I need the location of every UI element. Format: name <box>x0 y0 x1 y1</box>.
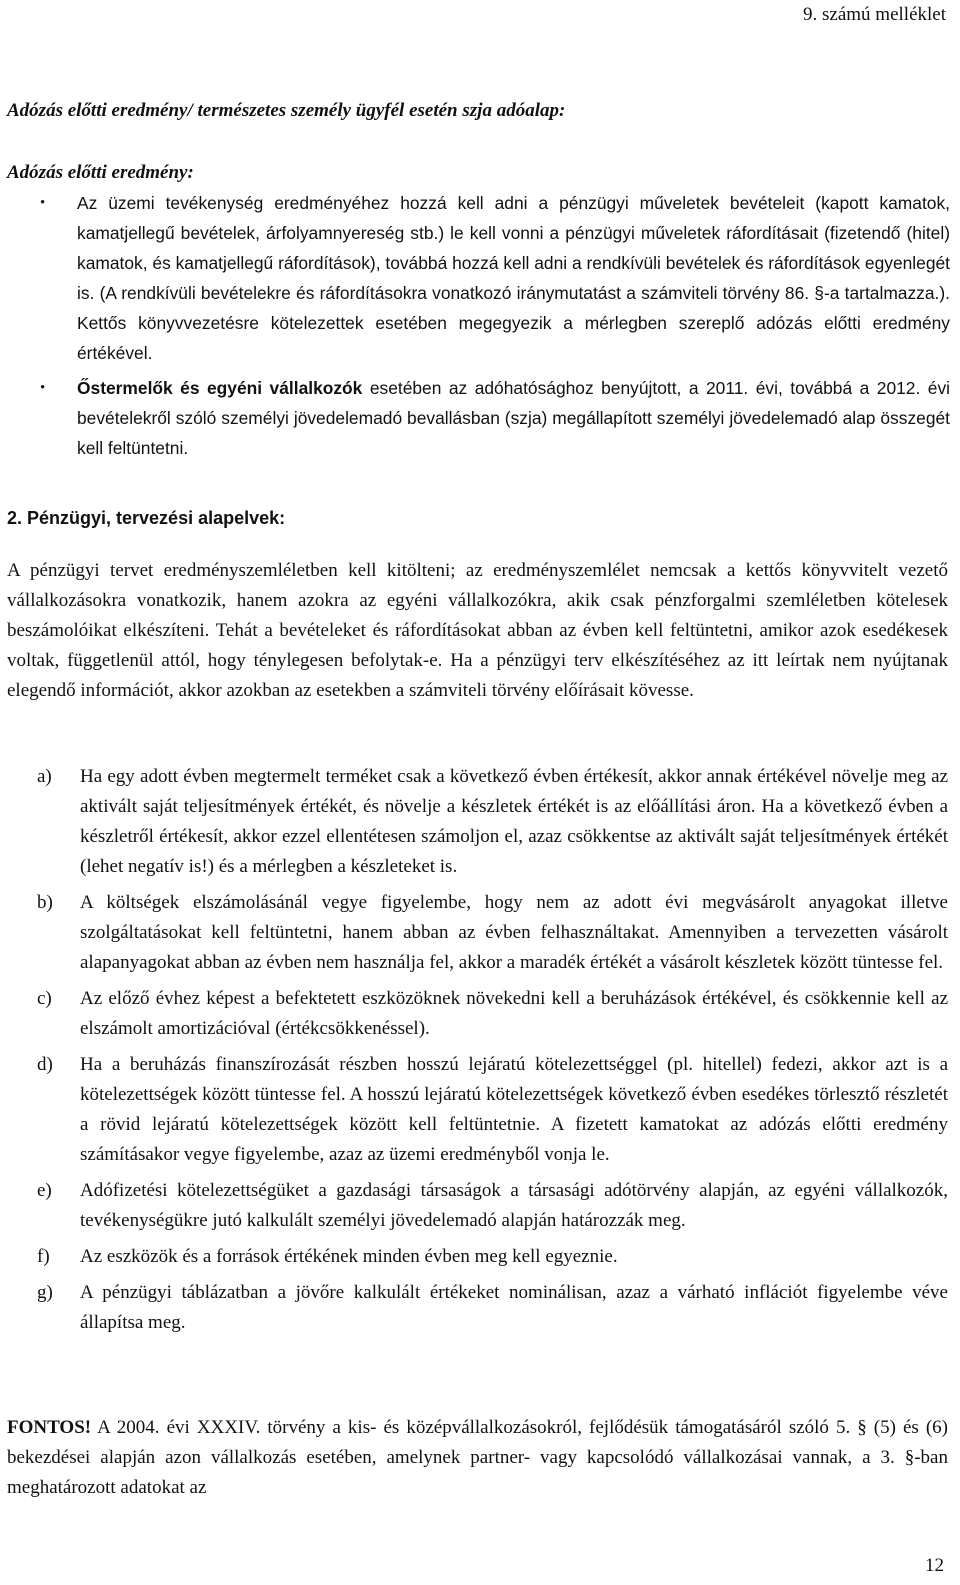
list-item-text: Adófizetési kötelezettségüket a gazdasági társaságok a társasági adótörvény alapján, az egyéni vállalkozók, tevékenységükre jutó kalkulált személyi jövedelemadó alapján határozzák meg. <box>80 1180 948 1231</box>
bullet-text-rest: esetében az adóhatósághoz benyújtott, a 2011. évi, továbbá a 2012. évi bevételekről szóló személyi jövedelemadó bevallásban (szja) megállapított személyi jövedelemadó alap összegét kell feltüntetni. <box>77 378 950 458</box>
list-marker: b) <box>37 892 53 913</box>
bullet-text: Az üzemi tevékenység eredményéhez hozzá kell adni a pénzügyi műveletek bevételeit (kapott kamatok, kamatjellegű bevételek, árfolyamnyereség stb.) le kell vonni a pénzügyi műveletek ráfordításait (fizetendő (hitel) kamatok, és kamatjellegű ráfordítások), továbbá hozzá kell adni a rendkívüli bevételek és ráfordítások egyenlegét is. (A rendkívüli bevételekre és ráfordításokra vonatkozó iránymutatást a számviteli törvény 86. §-a tartalmazza.). Kettős könyvvezetésre kötelezettek esetében megegyezik a mérlegben szereplő adózás előtti eredmény értékével. <box>77 193 950 363</box>
list-marker: e) <box>37 1180 52 1201</box>
list-item <box>7 762 948 882</box>
list-item-text: Az eszközök és a források értékének minden évben meg kell egyeznie. <box>80 1246 618 1267</box>
list-marker: g) <box>37 1282 53 1303</box>
subheading: Adózás előtti eredmény: <box>7 162 194 183</box>
intro-paragraph: A pénzügyi tervet eredményszemléletben kell kitölteni; az eredményszemlélet nemcsak a kettős könyvvitelt vezető vállalkozásokra vonatkozik, hanem azokra az egyéni vállalkozókra, akik csak pénzforgalmi szemléletben kötelesek beszámolóikat elkészíteni. Tehát a bevételeket és ráfordításokat abban az évben kell feltüntetni, amikor azok esedékesek voltak, függetlenül attól, hogy ténylegesen befolytak-e. Ha a pénzügyi terv elkészítéséhez az itt leírtak nem nyújtanak elegendő információt, akkor azokban az esetekben a számviteli törvény előírásait kövesse. <box>7 560 948 701</box>
annex-label: 9. számú melléklet <box>803 4 946 25</box>
document-title: Adózás előtti eredmény/ természetes személy ügyfél esetén szja adóalap: <box>7 100 566 121</box>
list-item-text: A költségek elszámolásánál vegye figyelembe, hogy nem az adott évi megvásárolt anyagokat illetve szolgáltatásokat kell feltüntetni, hanem abban az évben felhasználtakat. Amennyiben a tervezetten vásárolt alapanyagokat abban az évben nem használja fel, akkor a maradék értékét a vásárolt készletek között tüntesse fel. <box>80 892 948 973</box>
bullet-icon: • <box>40 195 46 211</box>
list-item <box>7 1050 948 1170</box>
list-item <box>7 1176 948 1236</box>
list-item <box>7 1242 948 1272</box>
bullet-list <box>7 188 950 468</box>
bullet-text <box>77 373 950 463</box>
list-item <box>7 1278 948 1338</box>
important-label: FONTOS! <box>7 1417 92 1438</box>
page-number: 12 <box>925 1555 944 1576</box>
list-marker: f) <box>37 1246 50 1267</box>
list-item-text: Ha egy adott évben megtermelt terméket csak a következő évben értékesít, akkor annak értékével növelje meg az aktivált saját teljesítmények értékét, és növelje a készletek értékét is az előállítási áron. Ha a következő évben a készletről értékesít, akkor ezzel ellentétesen számoljon el, azaz csökkentse az aktivált saját teljesítmények értékét (lehet negatív is!) és a mérlegben a készleteket is. <box>80 766 948 877</box>
important-text: A 2004. évi XXXIV. törvény a kis- és középvállalkozásokról, fejlődésük támogatásáról szóló 5. § (5) és (6) bekezdései alapján azon vállalkozás esetében, amelynek partner- vagy kapcsolódó vállalkozásai vannak, a 3. §-ban meghatározott adatokat az <box>7 1417 948 1498</box>
list-item <box>7 984 948 1044</box>
list-marker: d) <box>37 1054 53 1075</box>
bullet-icon: • <box>40 380 46 396</box>
lettered-list <box>7 762 948 1338</box>
important-note <box>7 1413 948 1503</box>
bullet-item <box>7 373 950 463</box>
list-marker: a) <box>37 766 52 787</box>
section-heading: 2. Pénzügyi, tervezési alapelvek: <box>7 508 286 528</box>
list-marker: c) <box>37 988 52 1009</box>
bullet-bold-term: Őstermelők és egyéni vállalkozók <box>77 378 363 398</box>
list-item <box>7 888 948 978</box>
list-item-text: A pénzügyi táblázatban a jövőre kalkulált értékeket nominálisan, azaz a várható inflációt figyelembe véve állapítsa meg. <box>80 1282 948 1333</box>
list-item-text: Ha a beruházás finanszírozását részben hosszú lejáratú kötelezettséggel (pl. hitellel) fedezi, akkor azt is a kötelezettségek között tüntesse fel. A hosszú lejáratú kötelezettségek következő évben esedékes törlesztő részletét a rövid lejáratú kötelezettségek között kell feltüntetnie. A fizetett kamatokat az adózás előtti eredmény számításakor vegye figyelembe, azaz az üzemi eredményből vonja le. <box>80 1054 948 1165</box>
bullet-item <box>7 188 950 368</box>
list-item-text: Az előző évhez képest a befektetett eszközöknek növekedni kell a beruházások értékével, és csökkennie kell az elszámolt amortizációval (értékcsökkenéssel). <box>80 988 948 1039</box>
